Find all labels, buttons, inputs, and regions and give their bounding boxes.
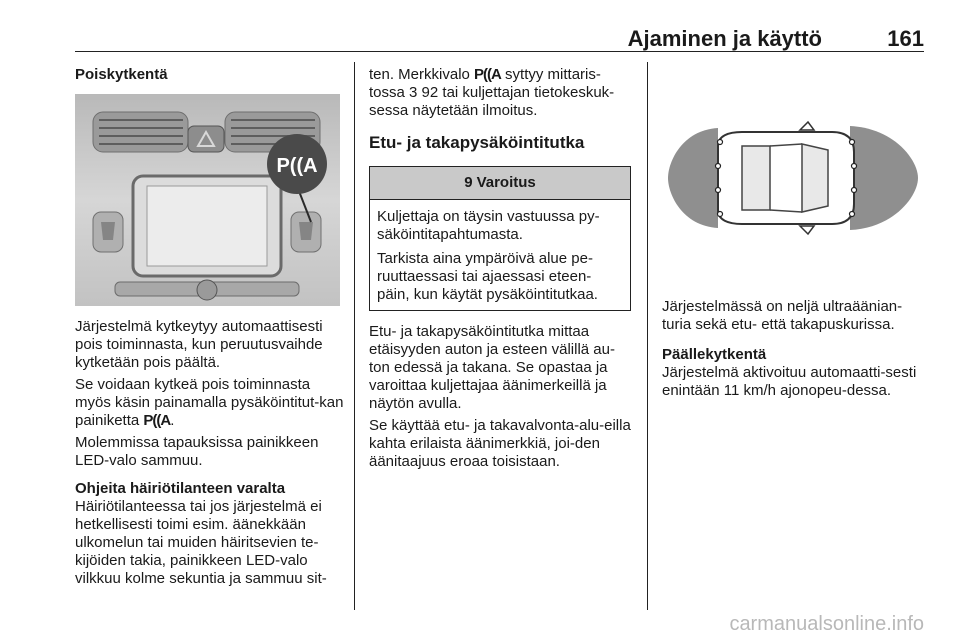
paragraph-continued-a: ten. Merkkivalo bbox=[369, 66, 470, 83]
car-outline bbox=[718, 132, 854, 224]
chapter-title: Ajaminen ja käyttö bbox=[627, 26, 822, 51]
parking-button-callout-label: P((A bbox=[276, 155, 318, 177]
page-ref-arrow-icon: 3 bbox=[409, 84, 418, 101]
column-left bbox=[75, 66, 345, 588]
page-header bbox=[75, 18, 924, 50]
paragraph-manual-off bbox=[75, 376, 345, 430]
paragraph-continued bbox=[369, 66, 631, 120]
page-ref-number[interactable]: 92 bbox=[421, 84, 439, 101]
paragraph-auto-on: Järjestelmä aktivoituu automaatti-sesti enintään 11 km/h ajonopeu-dessa. bbox=[662, 364, 917, 399]
paragraph-continued-b: syttyy mittaris-tossa bbox=[369, 66, 601, 101]
column-divider bbox=[354, 62, 355, 610]
paragraph-manual-off-text: Se voidaan kytkeä pois toiminnasta myös käsin painamalla pysäköintitut-kan painiketta bbox=[75, 376, 344, 429]
dashboard-photo bbox=[75, 94, 340, 306]
paragraph-manual-off-end: . bbox=[170, 412, 175, 429]
column-middle bbox=[369, 66, 631, 471]
column-right bbox=[662, 66, 924, 400]
paragraph-continued-c: tai kuljettajan tietokeskuk-sessa näytetään ilmoitus. bbox=[369, 84, 615, 119]
paragraph-fault: Häiriötilanteessa tai jos järjestelmä ei hetkellisesti toimi esim. äänekkään ulkomelun tai muiden häiritsevien te-kijöiden takia, painikkeen LED-valo vilkkuu kolme sekuntia ja sammuu sit- bbox=[75, 498, 327, 587]
watermark: carmanualsonline.info bbox=[729, 613, 924, 635]
page-number: 161 bbox=[887, 26, 924, 51]
warning-header bbox=[370, 167, 630, 200]
paragraph-led-off: Molemmissa tapauksissa painikkeen LED-valo sammuu. bbox=[75, 434, 319, 469]
column-divider bbox=[647, 62, 648, 610]
parking-indicator-icon: P((A bbox=[474, 66, 501, 83]
paragraph-tones: Se käyttää etu- ja takavalvonta-alu-eilla kahta erilaista äänimerkkiä, joi-den äänitaajuus eroaa toisistaan. bbox=[369, 417, 631, 470]
warning-sign-icon: 9 bbox=[464, 174, 473, 191]
paragraph-measure: Etu- ja takapysäköintitutka mittaa etäisyyden auton ja esteen välillä au-ton edessä ja takana. Se opastaa ja varoittaa kuljettajaa äänimerkeillä ja näytön avulla. bbox=[369, 323, 615, 412]
warning-body bbox=[370, 200, 630, 310]
parking-sensor-diagram bbox=[662, 72, 924, 284]
header-rule bbox=[75, 51, 924, 52]
warning-title: Varoitus bbox=[476, 174, 536, 191]
warning-text-1: Kuljettaja on täysin vastuussa py-säköintitapahtumasta. bbox=[377, 208, 600, 243]
warning-text-2: Tarkista aina ympäröivä alue pe-ruuttaessasi tai ajaessasi eteen-päin, kun käytät pysäköintitutkaa. bbox=[377, 250, 598, 303]
section-title: Etu- ja takapysäköintitutka bbox=[369, 133, 585, 152]
parking-button-icon: P((A bbox=[143, 412, 171, 429]
heading-off: Poiskytkentä bbox=[75, 66, 168, 83]
paragraph-sensors: Järjestelmässä on neljä ultraäänian-turia sekä etu- että takapuskurissa. bbox=[662, 298, 903, 333]
heading-fault: Ohjeita häiriötilanteen varalta bbox=[75, 480, 286, 497]
warning-box bbox=[369, 166, 631, 311]
paragraph-auto-off: Järjestelmä kytkeytyy automaattisesti pois toiminnasta, kun peruutusvaihde kytketään pois päältä. bbox=[75, 318, 323, 371]
heading-on: Päällekytkentä bbox=[662, 346, 767, 363]
